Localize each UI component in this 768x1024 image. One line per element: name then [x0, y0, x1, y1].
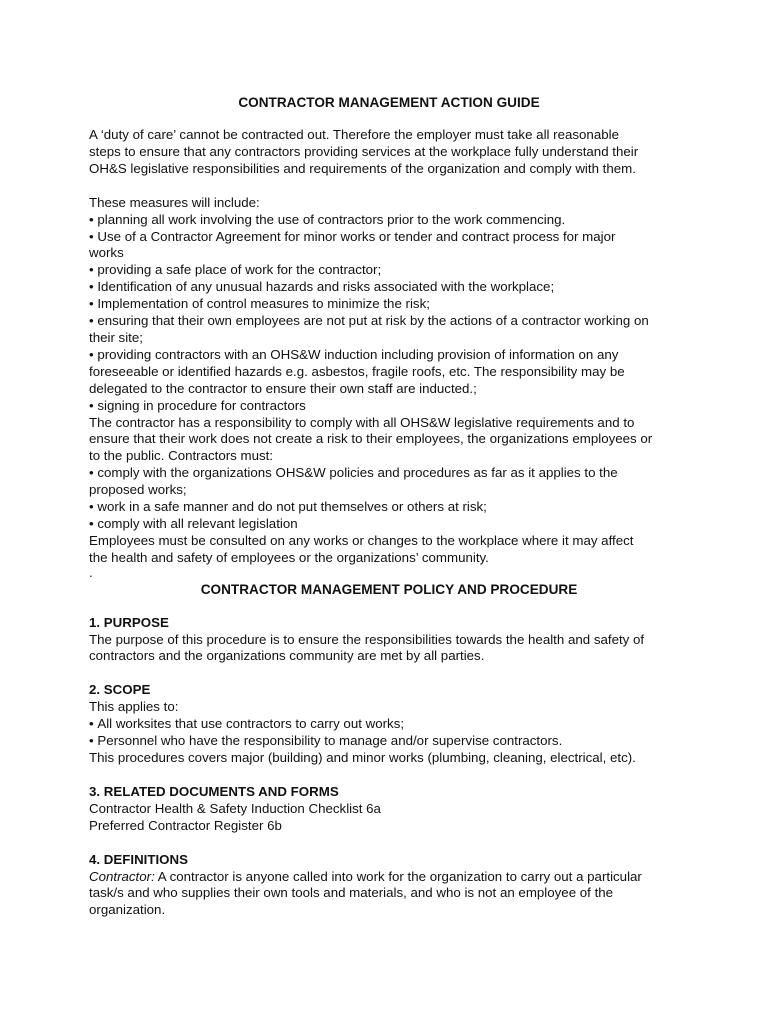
definitions-heading: 4. DEFINITIONS	[89, 851, 188, 867]
document-title: CONTRACTOR MANAGEMENT ACTION GUIDE	[238, 95, 540, 110]
purpose-line: The purpose of this procedure is to ensure the responsibilities towards the health and safety of	[89, 631, 645, 647]
definition-text: A contractor is anyone called into work for the organization to carry out a particular	[154, 868, 642, 884]
measure-item: • providing contractors with an OHS&W induction including provision of information on any	[89, 347, 689, 364]
scope-item: • All worksites that use contractors to carry out works;	[89, 716, 689, 733]
policy-title: CONTRACTOR MANAGEMENT POLICY AND PROCEDURE	[200, 581, 578, 597]
measure-item: • Use of a Contractor Agreement for minor works or tender and contract process for major	[89, 229, 689, 246]
measure-item-continued: works	[89, 245, 124, 261]
scope-heading: 2. SCOPE	[89, 682, 151, 698]
measure-item-continued: their site;	[89, 329, 143, 345]
intro-line-1: A ‘duty of care’ cannot be contracted out. Therefore the employer must take all reasonable	[89, 127, 619, 142]
scope-closing: This procedures covers major (building) and minor works (plumbing, cleaning, electrical, etc).	[89, 750, 636, 765]
contractor-paragraph-line: ensure that their work does not create a risk to their employees, the organizations employees or	[89, 431, 653, 447]
document-page	[89, 94, 689, 919]
measure-item: • providing a safe place of work for the contractor;	[89, 262, 689, 279]
definition-line: organization.	[89, 902, 166, 918]
definition-line	[89, 869, 689, 886]
intro-line-2: steps to ensure that any contractors providing services at the workplace fully understand their	[89, 143, 639, 159]
intro-line-3: OH&S legislative responsibilities and requirements of the organization and comply with them.	[89, 160, 636, 176]
contractor-must-item: • comply with the organizations OHS&W policies and procedures as far as it applies to the	[89, 465, 689, 482]
measure-item-continued: delegated to the contractor to ensure their own staff are inducted.;	[89, 380, 477, 396]
related-item: Contractor Health & Safety Induction Checklist 6a	[89, 800, 381, 816]
contractor-must-item: • work in a safe manner and do not put themselves or others at risk;	[89, 499, 689, 516]
measure-item: • ensuring that their own employees are not put at risk by the actions of a contractor working on	[89, 313, 689, 330]
purpose-heading: 1. PURPOSE	[89, 614, 169, 630]
stray-dot: .	[89, 564, 93, 580]
measure-item: • Identification of any unusual hazards and risks associated with the workplace;	[89, 279, 689, 296]
purpose-line: contractors and the organizations community are met by all parties.	[89, 648, 485, 664]
measure-item: • signing in procedure for contractors	[89, 398, 689, 415]
measure-item: • planning all work involving the use of contractors prior to the work commencing.	[89, 212, 689, 229]
measure-item: • Implementation of control measures to minimize the risk;	[89, 296, 689, 313]
contractor-paragraph-line: The contractor has a responsibility to comply with all OHS&W legislative requirements and to	[89, 414, 635, 430]
contractor-paragraph-line: to the public. Contractors must:	[89, 448, 274, 464]
measures-intro: These measures will include:	[89, 194, 260, 210]
definition-term: Contractor:	[89, 868, 155, 884]
related-heading: 3. RELATED DOCUMENTS AND FORMS	[89, 783, 339, 799]
contractor-must-item: • comply with all relevant legislation	[89, 516, 689, 533]
employees-paragraph-line: Employees must be consulted on any works or changes to the workplace where it may affect	[89, 532, 634, 548]
measure-item-continued: foreseeable or identified hazards e.g. asbestos, fragile roofs, etc. The responsibility may be	[89, 363, 625, 379]
scope-item: • Personnel who have the responsibility to manage and/or supervise contractors.	[89, 733, 689, 750]
related-item: Preferred Contractor Register 6b	[89, 817, 282, 833]
employees-paragraph-line: the health and safety of employees or the organizations’ community.	[89, 549, 489, 565]
contractor-must-item-continued: proposed works;	[89, 482, 187, 498]
scope-intro: This applies to:	[89, 699, 179, 715]
definition-line: task/s and who supplies their own tools and materials, and who is not an employee of the	[89, 885, 614, 901]
